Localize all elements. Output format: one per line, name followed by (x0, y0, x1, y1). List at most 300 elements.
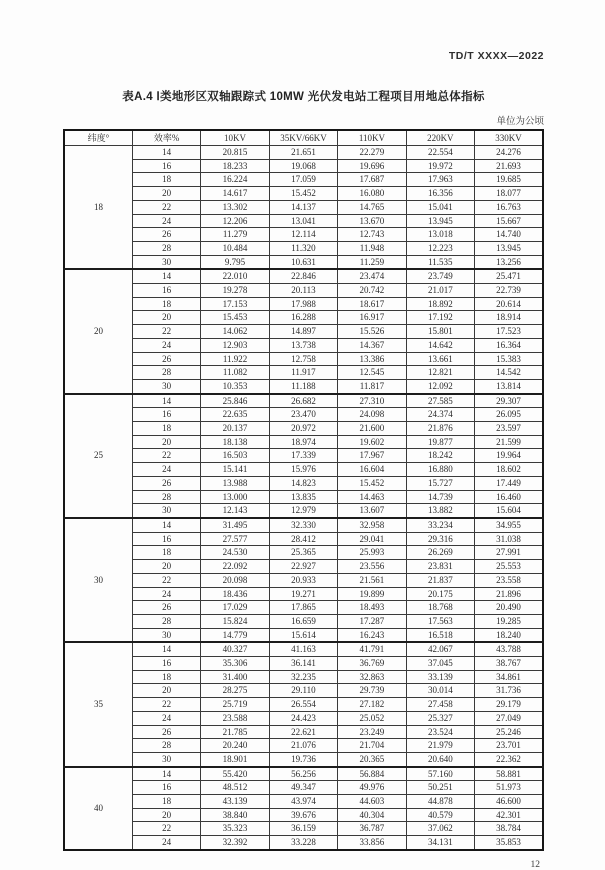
value-cell: 16.364 (475, 338, 543, 352)
value-cell: 13.814 (475, 379, 543, 393)
value-cell: 15.824 (201, 614, 269, 628)
efficiency-cell: 18 (132, 546, 200, 560)
value-cell: 17.563 (406, 614, 474, 628)
value-cell: 35.306 (201, 657, 269, 671)
value-cell: 26.554 (269, 698, 337, 712)
value-cell: 20.614 (475, 297, 543, 311)
value-cell: 17.687 (338, 173, 406, 187)
efficiency-cell: 20 (132, 560, 200, 574)
value-cell: 23.749 (406, 269, 474, 283)
value-cell: 13.302 (201, 200, 269, 214)
efficiency-cell: 14 (132, 394, 200, 408)
value-cell: 18.240 (475, 628, 543, 642)
table-row (64, 614, 543, 628)
value-cell: 16.604 (338, 463, 406, 477)
efficiency-cell: 28 (132, 490, 200, 504)
value-cell: 25.052 (338, 711, 406, 725)
efficiency-cell: 18 (132, 670, 200, 684)
table-row (64, 642, 543, 656)
value-cell: 16.503 (201, 449, 269, 463)
value-cell: 19.696 (338, 159, 406, 173)
value-cell: 37.062 (406, 822, 474, 836)
column-header: 110KV (338, 130, 406, 146)
value-cell: 20.972 (269, 422, 337, 436)
value-cell: 23.597 (475, 422, 543, 436)
value-cell: 55.420 (201, 767, 269, 781)
value-cell: 16.763 (475, 200, 543, 214)
latitude-cell: 30 (64, 518, 132, 642)
table-header (64, 130, 543, 146)
value-cell: 50.251 (406, 781, 474, 795)
value-cell: 23.474 (338, 269, 406, 283)
value-cell: 32.392 (201, 836, 269, 850)
value-cell: 18.602 (475, 463, 543, 477)
value-cell: 12.223 (406, 241, 474, 255)
table-row (64, 435, 543, 449)
table-row (64, 408, 543, 422)
table-row (64, 601, 543, 615)
value-cell: 18.138 (201, 435, 269, 449)
value-cell: 19.877 (406, 435, 474, 449)
value-cell: 27.585 (406, 394, 474, 408)
column-header: 纬度° (64, 130, 132, 146)
efficiency-cell: 18 (132, 795, 200, 809)
efficiency-cell: 24 (132, 463, 200, 477)
value-cell: 43.139 (201, 795, 269, 809)
value-cell: 23.558 (475, 573, 543, 587)
value-cell: 14.739 (406, 490, 474, 504)
value-cell: 13.018 (406, 228, 474, 242)
value-cell: 12.743 (338, 228, 406, 242)
value-cell: 49.976 (338, 781, 406, 795)
value-cell: 18.077 (475, 187, 543, 201)
value-cell: 19.972 (406, 159, 474, 173)
column-header: 330KV (475, 130, 543, 146)
table-row (64, 311, 543, 325)
value-cell: 22.927 (269, 560, 337, 574)
value-cell: 11.188 (269, 379, 337, 393)
value-cell: 44.603 (338, 795, 406, 809)
value-cell: 12.979 (269, 504, 337, 518)
value-cell: 17.865 (269, 601, 337, 615)
value-cell: 18.768 (406, 601, 474, 615)
value-cell: 28.275 (201, 684, 269, 698)
value-cell: 13.835 (269, 490, 337, 504)
table-row (64, 822, 543, 836)
value-cell: 40.579 (406, 808, 474, 822)
value-cell: 22.621 (269, 725, 337, 739)
value-cell: 15.041 (406, 200, 474, 214)
value-cell: 13.670 (338, 214, 406, 228)
value-cell: 29.110 (269, 684, 337, 698)
table-row (64, 781, 543, 795)
efficiency-cell: 28 (132, 241, 200, 255)
value-cell: 11.922 (201, 352, 269, 366)
table-row (64, 200, 543, 214)
column-header: 220KV (406, 130, 474, 146)
efficiency-cell: 20 (132, 435, 200, 449)
efficiency-cell: 20 (132, 684, 200, 698)
efficiency-cell: 30 (132, 752, 200, 766)
value-cell: 25.719 (201, 698, 269, 712)
value-cell: 23.470 (269, 408, 337, 422)
value-cell: 21.876 (406, 422, 474, 436)
value-cell: 31.038 (475, 532, 543, 546)
value-cell: 44.878 (406, 795, 474, 809)
value-cell: 32.863 (338, 670, 406, 684)
value-cell: 35.323 (201, 822, 269, 836)
value-cell: 18.892 (406, 297, 474, 311)
value-cell: 13.988 (201, 476, 269, 490)
value-cell: 36.769 (338, 657, 406, 671)
efficiency-cell: 28 (132, 614, 200, 628)
value-cell: 22.739 (475, 284, 543, 298)
value-cell: 18.974 (269, 435, 337, 449)
value-cell: 43.788 (475, 642, 543, 656)
latitude-cell: 20 (64, 269, 132, 393)
value-cell: 20.240 (201, 739, 269, 753)
value-cell: 21.693 (475, 159, 543, 173)
value-cell: 25.327 (406, 711, 474, 725)
table-row (64, 449, 543, 463)
value-cell: 19.285 (475, 614, 543, 628)
value-cell: 15.383 (475, 352, 543, 366)
value-cell: 27.577 (201, 532, 269, 546)
table-row (64, 255, 543, 269)
value-cell: 57.160 (406, 767, 474, 781)
value-cell: 13.882 (406, 504, 474, 518)
efficiency-cell: 24 (132, 587, 200, 601)
efficiency-cell: 16 (132, 657, 200, 671)
value-cell: 22.279 (338, 146, 406, 160)
value-cell: 32.958 (338, 518, 406, 532)
table-row (64, 836, 543, 850)
value-cell: 24.374 (406, 408, 474, 422)
value-cell: 36.141 (269, 657, 337, 671)
value-cell: 19.736 (269, 752, 337, 766)
efficiency-cell: 16 (132, 781, 200, 795)
value-cell: 13.386 (338, 352, 406, 366)
efficiency-cell: 18 (132, 422, 200, 436)
value-cell: 34.955 (475, 518, 543, 532)
table-row (64, 504, 543, 518)
value-cell: 12.821 (406, 366, 474, 380)
value-cell: 15.526 (338, 325, 406, 339)
value-cell: 14.765 (338, 200, 406, 214)
table-header-row (64, 130, 543, 146)
value-cell: 31.400 (201, 670, 269, 684)
table-row (64, 752, 543, 766)
value-cell: 17.339 (269, 449, 337, 463)
value-cell: 19.271 (269, 587, 337, 601)
value-cell: 48.512 (201, 781, 269, 795)
value-cell: 14.897 (269, 325, 337, 339)
table-row (64, 808, 543, 822)
value-cell: 21.600 (338, 422, 406, 436)
efficiency-cell: 30 (132, 255, 200, 269)
value-cell: 14.779 (201, 628, 269, 642)
efficiency-cell: 14 (132, 146, 200, 160)
efficiency-cell: 24 (132, 338, 200, 352)
value-cell: 20.640 (406, 752, 474, 766)
value-cell: 42.301 (475, 808, 543, 822)
value-cell: 17.153 (201, 297, 269, 311)
value-cell: 17.059 (269, 173, 337, 187)
value-cell: 49.347 (269, 781, 337, 795)
value-cell: 17.029 (201, 601, 269, 615)
value-cell: 17.192 (406, 311, 474, 325)
efficiency-cell: 28 (132, 366, 200, 380)
land-use-indicator-table (63, 129, 544, 851)
value-cell: 18.914 (475, 311, 543, 325)
value-cell: 37.045 (406, 657, 474, 671)
value-cell: 25.993 (338, 546, 406, 560)
value-cell: 21.896 (475, 587, 543, 601)
value-cell: 15.727 (406, 476, 474, 490)
table-row (64, 422, 543, 436)
value-cell: 20.113 (269, 284, 337, 298)
value-cell: 11.948 (338, 241, 406, 255)
table-row (64, 173, 543, 187)
value-cell: 14.137 (269, 200, 337, 214)
value-cell: 22.092 (201, 560, 269, 574)
value-cell: 26.269 (406, 546, 474, 560)
value-cell: 18.242 (406, 449, 474, 463)
value-cell: 24.423 (269, 711, 337, 725)
column-header: 35KV/66KV (269, 130, 337, 146)
value-cell: 20.933 (269, 573, 337, 587)
table-row (64, 767, 543, 781)
value-cell: 16.356 (406, 187, 474, 201)
value-cell: 17.963 (406, 173, 474, 187)
efficiency-cell: 18 (132, 173, 200, 187)
value-cell: 16.080 (338, 187, 406, 201)
table-row (64, 560, 543, 574)
value-cell: 20.815 (201, 146, 269, 160)
latitude-cell: 40 (64, 767, 132, 850)
value-cell: 13.738 (269, 338, 337, 352)
efficiency-cell: 20 (132, 808, 200, 822)
value-cell: 19.899 (338, 587, 406, 601)
value-cell: 13.041 (269, 214, 337, 228)
value-cell: 14.823 (269, 476, 337, 490)
value-cell: 25.365 (269, 546, 337, 560)
table-row (64, 587, 543, 601)
value-cell: 27.049 (475, 711, 543, 725)
value-cell: 20.742 (338, 284, 406, 298)
value-cell: 13.607 (338, 504, 406, 518)
table-row (64, 228, 543, 242)
value-cell: 29.316 (406, 532, 474, 546)
efficiency-cell: 30 (132, 504, 200, 518)
latitude-cell: 35 (64, 642, 132, 766)
value-cell: 11.320 (269, 241, 337, 255)
table-row (64, 338, 543, 352)
value-cell: 18.901 (201, 752, 269, 766)
value-cell: 33.856 (338, 836, 406, 850)
value-cell: 21.017 (406, 284, 474, 298)
value-cell: 19.685 (475, 173, 543, 187)
value-cell: 10.353 (201, 379, 269, 393)
efficiency-cell: 26 (132, 228, 200, 242)
value-cell: 38.840 (201, 808, 269, 822)
value-cell: 26.682 (269, 394, 337, 408)
value-cell: 33.228 (269, 836, 337, 850)
value-cell: 12.758 (269, 352, 337, 366)
value-cell: 17.287 (338, 614, 406, 628)
efficiency-cell: 20 (132, 311, 200, 325)
value-cell: 32.235 (269, 670, 337, 684)
value-cell: 24.276 (475, 146, 543, 160)
value-cell: 22.554 (406, 146, 474, 160)
table-row (64, 214, 543, 228)
value-cell: 31.495 (201, 518, 269, 532)
table-row (64, 325, 543, 339)
value-cell: 17.988 (269, 297, 337, 311)
value-cell: 16.659 (269, 614, 337, 628)
value-cell: 46.600 (475, 795, 543, 809)
value-cell: 29.307 (475, 394, 543, 408)
table-row (64, 795, 543, 809)
value-cell: 56.256 (269, 767, 337, 781)
value-cell: 14.617 (201, 187, 269, 201)
value-cell: 15.976 (269, 463, 337, 477)
value-cell: 58.881 (475, 767, 543, 781)
value-cell: 42.067 (406, 642, 474, 656)
table-row (64, 725, 543, 739)
value-cell: 30.014 (406, 684, 474, 698)
value-cell: 11.535 (406, 255, 474, 269)
value-cell: 17.967 (338, 449, 406, 463)
value-cell: 15.604 (475, 504, 543, 518)
table-row (64, 241, 543, 255)
value-cell: 35.853 (475, 836, 543, 850)
table-row (64, 159, 543, 173)
page-number: 12 (530, 859, 540, 870)
value-cell: 36.159 (269, 822, 337, 836)
value-cell: 23.831 (406, 560, 474, 574)
unit-note: 单位为公顷 (496, 117, 544, 127)
value-cell: 51.973 (475, 781, 543, 795)
value-cell: 10.631 (269, 255, 337, 269)
efficiency-cell: 22 (132, 822, 200, 836)
value-cell: 56.884 (338, 767, 406, 781)
value-cell: 29.041 (338, 532, 406, 546)
efficiency-cell: 22 (132, 573, 200, 587)
value-cell: 40.304 (338, 808, 406, 822)
value-cell: 27.310 (338, 394, 406, 408)
value-cell: 31.736 (475, 684, 543, 698)
value-cell: 19.068 (269, 159, 337, 173)
table-row (64, 698, 543, 712)
table-row (64, 187, 543, 201)
value-cell: 20.098 (201, 573, 269, 587)
table-row (64, 366, 543, 380)
efficiency-cell: 14 (132, 642, 200, 656)
column-header: 效率% (132, 130, 200, 146)
value-cell: 34.861 (475, 670, 543, 684)
value-cell: 10.484 (201, 241, 269, 255)
value-cell: 16.224 (201, 173, 269, 187)
value-cell: 17.523 (475, 325, 543, 339)
value-cell: 27.458 (406, 698, 474, 712)
latitude-cell: 25 (64, 394, 132, 518)
value-cell: 22.846 (269, 269, 337, 283)
table-row (64, 657, 543, 671)
value-cell: 20.175 (406, 587, 474, 601)
value-cell: 26.095 (475, 408, 543, 422)
value-cell: 43.974 (269, 795, 337, 809)
efficiency-cell: 24 (132, 214, 200, 228)
value-cell: 16.288 (269, 311, 337, 325)
value-cell: 16.518 (406, 628, 474, 642)
efficiency-cell: 18 (132, 297, 200, 311)
table-row (64, 670, 543, 684)
table-row (64, 684, 543, 698)
value-cell: 40.327 (201, 642, 269, 656)
value-cell: 29.179 (475, 698, 543, 712)
value-cell: 16.243 (338, 628, 406, 642)
value-cell: 34.131 (406, 836, 474, 850)
value-cell: 14.367 (338, 338, 406, 352)
value-cell: 25.246 (475, 725, 543, 739)
value-cell: 13.661 (406, 352, 474, 366)
value-cell: 22.362 (475, 752, 543, 766)
value-cell: 24.098 (338, 408, 406, 422)
value-cell: 12.206 (201, 214, 269, 228)
value-cell: 13.000 (201, 490, 269, 504)
efficiency-cell: 16 (132, 159, 200, 173)
value-cell: 15.614 (269, 628, 337, 642)
value-cell: 12.114 (269, 228, 337, 242)
value-cell: 27.991 (475, 546, 543, 560)
value-cell: 12.903 (201, 338, 269, 352)
table-row (64, 532, 543, 546)
value-cell: 12.545 (338, 366, 406, 380)
value-cell: 18.493 (338, 601, 406, 615)
value-cell: 29.739 (338, 684, 406, 698)
value-cell: 21.979 (406, 739, 474, 753)
value-cell: 27.182 (338, 698, 406, 712)
value-cell: 13.945 (475, 241, 543, 255)
efficiency-cell: 14 (132, 767, 200, 781)
value-cell: 14.463 (338, 490, 406, 504)
table-row (64, 628, 543, 642)
value-cell: 14.542 (475, 366, 543, 380)
value-cell: 38.784 (475, 822, 543, 836)
value-cell: 11.817 (338, 379, 406, 393)
value-cell: 33.139 (406, 670, 474, 684)
value-cell: 41.791 (338, 642, 406, 656)
efficiency-cell: 22 (132, 449, 200, 463)
value-cell: 11.259 (338, 255, 406, 269)
value-cell: 12.143 (201, 504, 269, 518)
efficiency-cell: 24 (132, 711, 200, 725)
efficiency-cell: 26 (132, 476, 200, 490)
value-cell: 21.704 (338, 739, 406, 753)
value-cell: 20.490 (475, 601, 543, 615)
value-cell: 13.256 (475, 255, 543, 269)
value-cell: 15.801 (406, 325, 474, 339)
value-cell: 33.234 (406, 518, 474, 532)
column-header: 10KV (201, 130, 269, 146)
table-row (64, 394, 543, 408)
value-cell: 19.964 (475, 449, 543, 463)
value-cell: 22.010 (201, 269, 269, 283)
value-cell: 19.602 (338, 435, 406, 449)
value-cell: 21.651 (269, 146, 337, 160)
table-row (64, 476, 543, 490)
